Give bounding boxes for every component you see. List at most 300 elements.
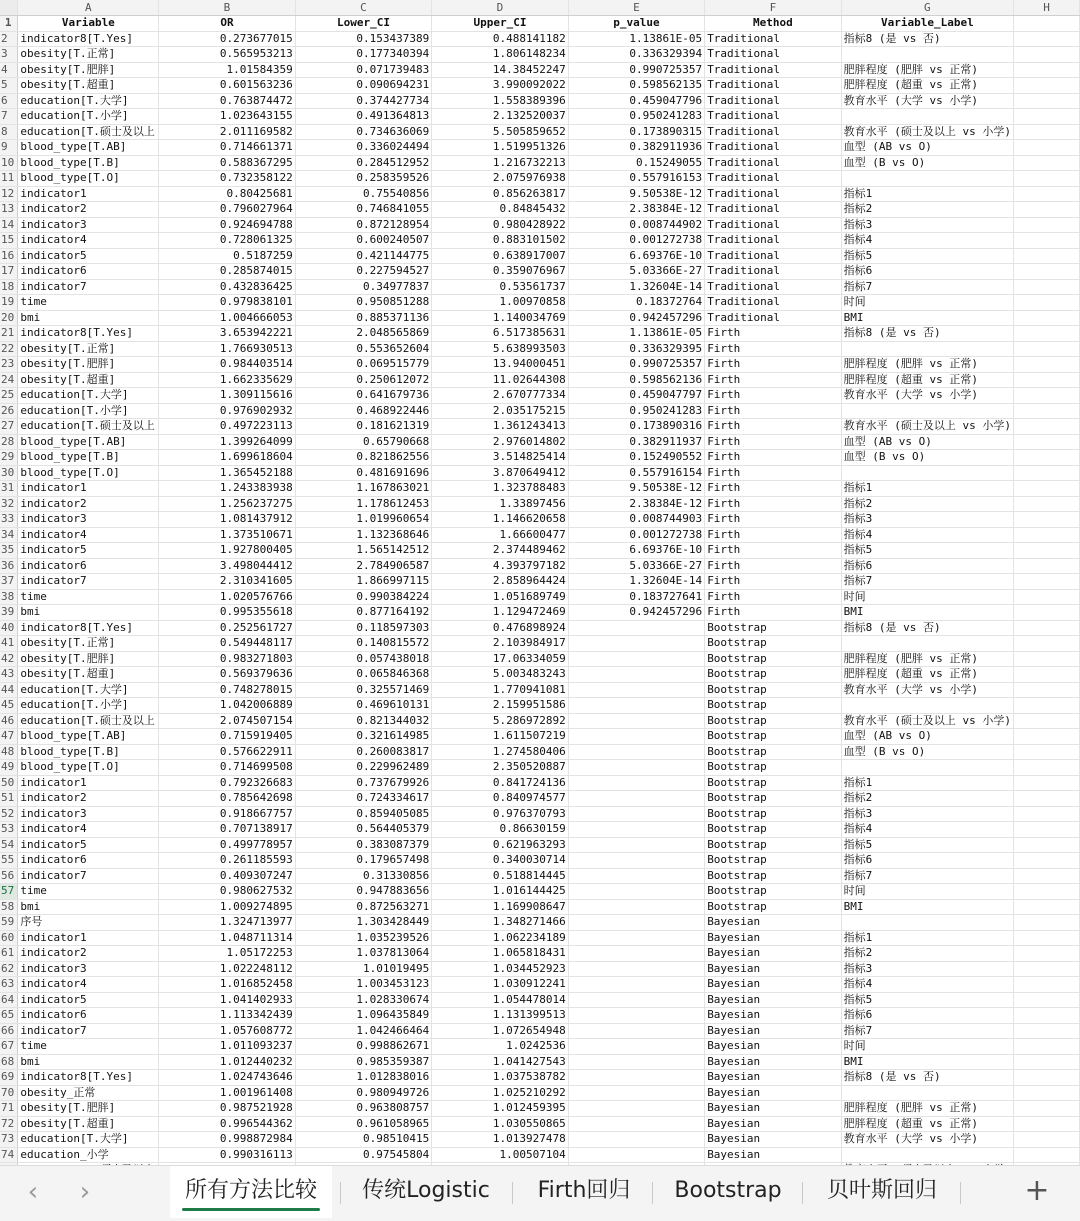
cell[interactable]: 指标4 bbox=[841, 822, 1013, 838]
cell[interactable]: 0.641679736 bbox=[295, 388, 431, 404]
cell[interactable]: indicator2 bbox=[18, 791, 159, 807]
cell[interactable]: 0.173890316 bbox=[568, 419, 704, 435]
cell[interactable]: indicator1 bbox=[18, 481, 159, 497]
cell[interactable]: 1.611507219 bbox=[432, 729, 568, 745]
cell[interactable] bbox=[1014, 248, 1080, 264]
row-number[interactable]: 35 bbox=[0, 543, 18, 559]
cell[interactable]: indicator5 bbox=[18, 248, 159, 264]
cell[interactable]: Traditional bbox=[705, 155, 841, 171]
cell[interactable] bbox=[1014, 93, 1080, 109]
cell[interactable]: indicator8[T.Yes] bbox=[18, 326, 159, 342]
cell[interactable]: 血型 (B vs O) bbox=[841, 450, 1013, 466]
cell[interactable] bbox=[1014, 202, 1080, 218]
cell[interactable]: 指标3 bbox=[841, 217, 1013, 233]
cell[interactable]: 0.576622911 bbox=[159, 744, 295, 760]
cell[interactable]: 3.990092022 bbox=[432, 78, 568, 94]
cell[interactable]: 2.035175215 bbox=[432, 403, 568, 419]
cell[interactable] bbox=[1014, 341, 1080, 357]
cell[interactable] bbox=[568, 868, 704, 884]
cell[interactable]: 0.98510415 bbox=[295, 1132, 431, 1148]
cell[interactable]: 5.03366E-27 bbox=[568, 264, 704, 280]
cell[interactable]: 0.983271803 bbox=[159, 651, 295, 667]
cell[interactable]: 0.336329395 bbox=[568, 341, 704, 357]
cell[interactable]: obesity[T.肥胖] bbox=[18, 651, 159, 667]
cell[interactable]: 0.841724136 bbox=[432, 775, 568, 791]
cell[interactable]: obesity_正常 bbox=[18, 1085, 159, 1101]
cell[interactable]: 1.065818431 bbox=[432, 946, 568, 962]
cell[interactable] bbox=[568, 620, 704, 636]
cell[interactable]: 0.177340394 bbox=[295, 47, 431, 63]
cell[interactable] bbox=[568, 977, 704, 993]
cell[interactable]: 2.159951586 bbox=[432, 698, 568, 714]
row-number[interactable]: 46 bbox=[0, 713, 18, 729]
cell[interactable]: Bootstrap bbox=[705, 729, 841, 745]
cell[interactable]: 1.66600477 bbox=[432, 527, 568, 543]
row-number[interactable]: 1 bbox=[0, 16, 18, 32]
cell[interactable] bbox=[841, 465, 1013, 481]
cell[interactable]: 0.75540856 bbox=[295, 186, 431, 202]
cell[interactable] bbox=[568, 729, 704, 745]
cell[interactable] bbox=[568, 992, 704, 1008]
cell[interactable]: 0.153437389 bbox=[295, 31, 431, 47]
cell[interactable]: Traditional bbox=[705, 78, 841, 94]
cell[interactable]: 血型 (B vs O) bbox=[841, 744, 1013, 760]
cell[interactable]: Method bbox=[705, 16, 841, 32]
cell[interactable]: 1.243383938 bbox=[159, 481, 295, 497]
cell[interactable]: 0.152490552 bbox=[568, 450, 704, 466]
cell[interactable]: BMI bbox=[841, 1054, 1013, 1070]
prev-sheet-arrow-icon[interactable]: ‹ bbox=[27, 1177, 39, 1207]
cell[interactable]: 0.321614985 bbox=[295, 729, 431, 745]
cell[interactable]: 0.336329394 bbox=[568, 47, 704, 63]
cell[interactable] bbox=[1014, 667, 1080, 683]
cell[interactable]: 0.84845432 bbox=[432, 202, 568, 218]
row-number[interactable]: 31 bbox=[0, 481, 18, 497]
cell[interactable]: Bootstrap bbox=[705, 682, 841, 698]
cell[interactable]: 0.325571469 bbox=[295, 682, 431, 698]
cell[interactable]: 2.310341605 bbox=[159, 574, 295, 590]
row-number[interactable]: 26 bbox=[0, 403, 18, 419]
cell[interactable]: 指标3 bbox=[841, 961, 1013, 977]
cell[interactable] bbox=[1014, 605, 1080, 621]
cell[interactable]: Bayesian bbox=[705, 1085, 841, 1101]
cell[interactable]: 1.030550865 bbox=[432, 1116, 568, 1132]
cell[interactable]: 2.048565869 bbox=[295, 326, 431, 342]
cell[interactable] bbox=[568, 946, 704, 962]
cell[interactable]: 0.621963293 bbox=[432, 837, 568, 853]
row-number[interactable]: 2 bbox=[0, 31, 18, 47]
cell[interactable] bbox=[568, 806, 704, 822]
cell[interactable]: 1.361243413 bbox=[432, 419, 568, 435]
cell[interactable] bbox=[568, 651, 704, 667]
cell[interactable]: bmi bbox=[18, 899, 159, 915]
cell[interactable] bbox=[841, 636, 1013, 652]
cell[interactable]: 1.012838016 bbox=[295, 1070, 431, 1086]
cell[interactable]: Traditional bbox=[705, 47, 841, 63]
row-number[interactable]: 32 bbox=[0, 496, 18, 512]
cell[interactable] bbox=[568, 791, 704, 807]
row-number[interactable]: 8 bbox=[0, 124, 18, 140]
cell[interactable] bbox=[1014, 822, 1080, 838]
cell[interactable]: 0.728061325 bbox=[159, 233, 295, 249]
cell[interactable]: 1.131399513 bbox=[432, 1008, 568, 1024]
cell[interactable]: indicator4 bbox=[18, 527, 159, 543]
row-number[interactable]: 54 bbox=[0, 837, 18, 853]
cell[interactable]: 时间 bbox=[841, 589, 1013, 605]
cell[interactable]: OR bbox=[159, 16, 295, 32]
cell[interactable]: 1.256237275 bbox=[159, 496, 295, 512]
cell[interactable]: indicator7 bbox=[18, 868, 159, 884]
cell[interactable]: 17.06334059 bbox=[432, 651, 568, 667]
cell[interactable] bbox=[568, 853, 704, 869]
cell[interactable]: Bootstrap bbox=[705, 620, 841, 636]
cell[interactable]: 指标3 bbox=[841, 512, 1013, 528]
cell[interactable]: 0.998862671 bbox=[295, 1039, 431, 1055]
cell[interactable]: indicator3 bbox=[18, 806, 159, 822]
cell[interactable] bbox=[1014, 868, 1080, 884]
cell[interactable]: 1.016144425 bbox=[432, 884, 568, 900]
cell[interactable]: 0.382911936 bbox=[568, 140, 704, 156]
cell[interactable]: Bootstrap bbox=[705, 667, 841, 683]
cell[interactable] bbox=[568, 899, 704, 915]
column-header-b[interactable]: B bbox=[159, 0, 295, 16]
cell[interactable]: indicator5 bbox=[18, 992, 159, 1008]
row-number[interactable]: 12 bbox=[0, 186, 18, 202]
cell[interactable]: 1.035239526 bbox=[295, 930, 431, 946]
cell[interactable] bbox=[1014, 884, 1080, 900]
cell[interactable]: 1.041402933 bbox=[159, 992, 295, 1008]
cell[interactable]: 0.785642698 bbox=[159, 791, 295, 807]
cell[interactable]: 1.699618604 bbox=[159, 450, 295, 466]
cell[interactable]: 1.167863021 bbox=[295, 481, 431, 497]
row-number[interactable]: 22 bbox=[0, 341, 18, 357]
row-number[interactable]: 42 bbox=[0, 651, 18, 667]
cell[interactable] bbox=[1014, 760, 1080, 776]
cell[interactable] bbox=[1014, 140, 1080, 156]
row-number[interactable]: 39 bbox=[0, 605, 18, 621]
cell[interactable] bbox=[568, 915, 704, 931]
cell[interactable]: Traditional bbox=[705, 109, 841, 125]
tab-all-methods[interactable] bbox=[170, 1166, 332, 1218]
cell[interactable]: 肥胖程度 (肥胖 vs 正常) bbox=[841, 62, 1013, 78]
cell[interactable] bbox=[1014, 837, 1080, 853]
cell[interactable]: 1.519951326 bbox=[432, 140, 568, 156]
cell[interactable]: 指标7 bbox=[841, 574, 1013, 590]
cell[interactable] bbox=[568, 1008, 704, 1024]
cell[interactable]: 0.008744903 bbox=[568, 512, 704, 528]
cell[interactable]: 1.023643155 bbox=[159, 109, 295, 125]
cell[interactable]: 3.498044412 bbox=[159, 558, 295, 574]
cell[interactable]: 0.976370793 bbox=[432, 806, 568, 822]
cell[interactable] bbox=[1014, 930, 1080, 946]
cell[interactable]: Firth bbox=[705, 589, 841, 605]
cell[interactable] bbox=[1014, 853, 1080, 869]
cell[interactable]: Bayesian bbox=[705, 915, 841, 931]
cell[interactable]: obesity[T.超重] bbox=[18, 1116, 159, 1132]
cell[interactable]: 1.051689749 bbox=[432, 589, 568, 605]
cell[interactable]: 6.69376E-10 bbox=[568, 543, 704, 559]
cell[interactable] bbox=[568, 822, 704, 838]
cell[interactable]: 5.03366E-27 bbox=[568, 558, 704, 574]
cell[interactable]: 教育水平 (大学 vs 小学) bbox=[841, 93, 1013, 109]
cell[interactable]: 0.840974577 bbox=[432, 791, 568, 807]
cell[interactable]: 0.856263817 bbox=[432, 186, 568, 202]
cell[interactable]: 指标5 bbox=[841, 992, 1013, 1008]
cell[interactable]: 1.057608772 bbox=[159, 1023, 295, 1039]
cell[interactable]: 1.062234189 bbox=[432, 930, 568, 946]
row-number[interactable]: 29 bbox=[0, 450, 18, 466]
cell[interactable]: 2.38384E-12 bbox=[568, 202, 704, 218]
cell[interactable] bbox=[1014, 434, 1080, 450]
cell[interactable]: 指标1 bbox=[841, 186, 1013, 202]
cell[interactable]: 指标2 bbox=[841, 791, 1013, 807]
cell[interactable]: Traditional bbox=[705, 140, 841, 156]
cell[interactable]: education[T.大学] bbox=[18, 93, 159, 109]
cell[interactable] bbox=[1014, 1008, 1080, 1024]
cell[interactable]: 0.600240507 bbox=[295, 233, 431, 249]
row-number[interactable]: 17 bbox=[0, 264, 18, 280]
cell[interactable] bbox=[1014, 109, 1080, 125]
cell[interactable]: 0.488141182 bbox=[432, 31, 568, 47]
cell[interactable]: 0.990316113 bbox=[159, 1147, 295, 1163]
cell[interactable]: 指标1 bbox=[841, 481, 1013, 497]
cell[interactable]: Bootstrap bbox=[705, 775, 841, 791]
cell[interactable]: 1.558389396 bbox=[432, 93, 568, 109]
cell[interactable]: Bootstrap bbox=[705, 884, 841, 900]
cell[interactable]: Bootstrap bbox=[705, 651, 841, 667]
cell[interactable]: Firth bbox=[705, 496, 841, 512]
cell[interactable]: 0.883101502 bbox=[432, 233, 568, 249]
cell[interactable]: 0.173890315 bbox=[568, 124, 704, 140]
cell[interactable]: education[T.硕士及以上 bbox=[18, 419, 159, 435]
cell[interactable]: 2.350520887 bbox=[432, 760, 568, 776]
cell[interactable] bbox=[1014, 47, 1080, 63]
cell[interactable]: 1.012459395 bbox=[432, 1101, 568, 1117]
cell[interactable]: 教育水平 (硕士及以上 vs 小学) bbox=[841, 419, 1013, 435]
cell[interactable]: Bootstrap bbox=[705, 636, 841, 652]
cell[interactable]: 0.984403514 bbox=[159, 357, 295, 373]
cell[interactable]: 6.517385631 bbox=[432, 326, 568, 342]
cell[interactable]: 1.030912241 bbox=[432, 977, 568, 993]
cell[interactable]: 1.373510671 bbox=[159, 527, 295, 543]
row-number[interactable]: 3 bbox=[0, 47, 18, 63]
cell[interactable] bbox=[1014, 1085, 1080, 1101]
cell[interactable]: Firth bbox=[705, 341, 841, 357]
cell[interactable]: 0.980428922 bbox=[432, 217, 568, 233]
cell[interactable]: indicator7 bbox=[18, 574, 159, 590]
cell[interactable]: Bootstrap bbox=[705, 791, 841, 807]
cell[interactable]: 0.86630159 bbox=[432, 822, 568, 838]
cell[interactable] bbox=[568, 713, 704, 729]
cell[interactable]: 0.481691696 bbox=[295, 465, 431, 481]
cell[interactable] bbox=[1014, 1054, 1080, 1070]
cell[interactable]: 指标6 bbox=[841, 1008, 1013, 1024]
cell[interactable]: 1.025210292 bbox=[432, 1085, 568, 1101]
cell[interactable]: Firth bbox=[705, 326, 841, 342]
cell[interactable]: indicator3 bbox=[18, 512, 159, 528]
cell[interactable]: 0.008744902 bbox=[568, 217, 704, 233]
cell[interactable]: Firth bbox=[705, 403, 841, 419]
cell[interactable]: Bootstrap bbox=[705, 822, 841, 838]
cell[interactable]: 2.132520037 bbox=[432, 109, 568, 125]
row-number[interactable]: 21 bbox=[0, 326, 18, 342]
cell[interactable] bbox=[841, 341, 1013, 357]
cell[interactable]: 1.034452923 bbox=[432, 961, 568, 977]
tab-firth[interactable] bbox=[522, 1166, 646, 1218]
cell[interactable]: 0.179657498 bbox=[295, 853, 431, 869]
cell[interactable]: 3.653942221 bbox=[159, 326, 295, 342]
row-number[interactable]: 37 bbox=[0, 574, 18, 590]
cell[interactable] bbox=[1014, 512, 1080, 528]
cell[interactable]: Firth bbox=[705, 605, 841, 621]
cell[interactable]: Firth bbox=[705, 543, 841, 559]
cell[interactable]: 0.976902932 bbox=[159, 403, 295, 419]
row-number[interactable]: 18 bbox=[0, 279, 18, 295]
cell[interactable]: education[T.大学] bbox=[18, 1132, 159, 1148]
cell[interactable]: obesity[T.超重] bbox=[18, 78, 159, 94]
cell[interactable]: 2.976014802 bbox=[432, 434, 568, 450]
cell[interactable]: 0.459047797 bbox=[568, 388, 704, 404]
cell[interactable]: 1.004666053 bbox=[159, 310, 295, 326]
cell[interactable] bbox=[1014, 915, 1080, 931]
row-number[interactable]: 67 bbox=[0, 1039, 18, 1055]
cell[interactable]: indicator7 bbox=[18, 1023, 159, 1039]
row-number[interactable]: 13 bbox=[0, 202, 18, 218]
cell[interactable] bbox=[841, 698, 1013, 714]
cell[interactable]: BMI bbox=[841, 605, 1013, 621]
cell[interactable]: 指标3 bbox=[841, 806, 1013, 822]
cell[interactable]: indicator2 bbox=[18, 946, 159, 962]
row-number[interactable]: 41 bbox=[0, 636, 18, 652]
row-number[interactable]: 25 bbox=[0, 388, 18, 404]
cell[interactable]: Traditional bbox=[705, 264, 841, 280]
cell[interactable]: 0.31330856 bbox=[295, 868, 431, 884]
cell[interactable]: 指标2 bbox=[841, 202, 1013, 218]
cell[interactable]: 1.303428449 bbox=[295, 915, 431, 931]
row-number[interactable]: 45 bbox=[0, 698, 18, 714]
cell[interactable]: 指标1 bbox=[841, 775, 1013, 791]
cell[interactable] bbox=[841, 403, 1013, 419]
cell[interactable]: 指标7 bbox=[841, 279, 1013, 295]
cell[interactable]: 0.34977837 bbox=[295, 279, 431, 295]
cell[interactable]: 指标2 bbox=[841, 946, 1013, 962]
cell[interactable]: 9.50538E-12 bbox=[568, 481, 704, 497]
cell[interactable]: 1.806148234 bbox=[432, 47, 568, 63]
row-number[interactable]: 9 bbox=[0, 140, 18, 156]
cell[interactable] bbox=[841, 47, 1013, 63]
row-number[interactable]: 70 bbox=[0, 1085, 18, 1101]
cell[interactable]: 教育水平 (大学 vs 小学) bbox=[841, 388, 1013, 404]
cell[interactable]: Traditional bbox=[705, 279, 841, 295]
cell[interactable]: indicator2 bbox=[18, 496, 159, 512]
cell[interactable]: Traditional bbox=[705, 93, 841, 109]
cell[interactable]: bmi bbox=[18, 310, 159, 326]
cell[interactable]: time bbox=[18, 1039, 159, 1055]
cell[interactable]: 1.037813064 bbox=[295, 946, 431, 962]
cell[interactable]: 5.638993503 bbox=[432, 341, 568, 357]
cell[interactable] bbox=[568, 667, 704, 683]
cell[interactable]: 肥胖程度 (肥胖 vs 正常) bbox=[841, 357, 1013, 373]
cell[interactable]: Upper_CI bbox=[432, 16, 568, 32]
cell[interactable] bbox=[568, 760, 704, 776]
cell[interactable]: Traditional bbox=[705, 124, 841, 140]
cell[interactable]: 0.990384224 bbox=[295, 589, 431, 605]
cell[interactable]: 1.365452188 bbox=[159, 465, 295, 481]
cell[interactable]: education[T.硕士及以上 bbox=[18, 713, 159, 729]
cell[interactable]: 1.041427543 bbox=[432, 1054, 568, 1070]
cell[interactable]: 0.990725357 bbox=[568, 62, 704, 78]
cell[interactable]: 0.069515779 bbox=[295, 357, 431, 373]
cell[interactable]: 6.69376E-10 bbox=[568, 248, 704, 264]
cell[interactable]: 1.028330674 bbox=[295, 992, 431, 1008]
cell[interactable]: 1.146620658 bbox=[432, 512, 568, 528]
cell[interactable]: 11.02644308 bbox=[432, 372, 568, 388]
row-number[interactable]: 52 bbox=[0, 806, 18, 822]
cell[interactable]: BMI bbox=[841, 310, 1013, 326]
cell[interactable]: 1.113342439 bbox=[159, 1008, 295, 1024]
cell[interactable]: 1.054478014 bbox=[432, 992, 568, 1008]
cell[interactable]: 指标8 (是 vs 否) bbox=[841, 31, 1013, 47]
cell[interactable] bbox=[1014, 698, 1080, 714]
cell[interactable]: Bayesian bbox=[705, 946, 841, 962]
cell[interactable]: 1.169908647 bbox=[432, 899, 568, 915]
column-header-c[interactable]: C bbox=[295, 0, 431, 16]
cell[interactable]: 1.096435849 bbox=[295, 1008, 431, 1024]
cell[interactable]: Bootstrap bbox=[705, 760, 841, 776]
cell[interactable] bbox=[1014, 946, 1080, 962]
cell[interactable]: 0.950851288 bbox=[295, 295, 431, 311]
cell[interactable]: Traditional bbox=[705, 295, 841, 311]
cell[interactable]: Traditional bbox=[705, 186, 841, 202]
next-sheet-arrow-icon[interactable]: › bbox=[79, 1177, 91, 1207]
cell[interactable]: 0.497223113 bbox=[159, 419, 295, 435]
cell[interactable] bbox=[568, 884, 704, 900]
column-header-a[interactable]: A bbox=[18, 0, 159, 16]
cell[interactable]: indicator4 bbox=[18, 822, 159, 838]
cell[interactable] bbox=[1014, 264, 1080, 280]
cell[interactable]: Bayesian bbox=[705, 1054, 841, 1070]
tab-bayesian[interactable] bbox=[812, 1166, 952, 1218]
cell[interactable]: BMI bbox=[841, 899, 1013, 915]
cell[interactable] bbox=[1014, 651, 1080, 667]
row-number[interactable]: 11 bbox=[0, 171, 18, 187]
cell[interactable]: obesity[T.正常] bbox=[18, 47, 159, 63]
cell[interactable]: 0.382911937 bbox=[568, 434, 704, 450]
cell[interactable]: 1.32604E-14 bbox=[568, 574, 704, 590]
row-number[interactable]: 74 bbox=[0, 1147, 18, 1163]
cell[interactable]: Bayesian bbox=[705, 930, 841, 946]
row-number[interactable]: 62 bbox=[0, 961, 18, 977]
row-number[interactable]: 59 bbox=[0, 915, 18, 931]
cell[interactable] bbox=[1014, 217, 1080, 233]
cell[interactable]: indicator6 bbox=[18, 853, 159, 869]
cell[interactable] bbox=[1014, 124, 1080, 140]
cell[interactable]: obesity[T.肥胖] bbox=[18, 357, 159, 373]
cell[interactable]: 0.998872984 bbox=[159, 1132, 295, 1148]
cell[interactable]: 0.057438018 bbox=[295, 651, 431, 667]
cell[interactable]: 0.588367295 bbox=[159, 155, 295, 171]
cell[interactable]: 0.746841055 bbox=[295, 202, 431, 218]
cell[interactable]: 0.947883656 bbox=[295, 884, 431, 900]
column-header-d[interactable]: D bbox=[432, 0, 568, 16]
cell[interactable]: 指标5 bbox=[841, 248, 1013, 264]
cell[interactable]: 1.001961408 bbox=[159, 1085, 295, 1101]
cell[interactable]: Traditional bbox=[705, 233, 841, 249]
cell[interactable]: 3.514825414 bbox=[432, 450, 568, 466]
row-number[interactable]: 51 bbox=[0, 791, 18, 807]
cell[interactable]: 0.979838101 bbox=[159, 295, 295, 311]
cell[interactable]: 1.0242536 bbox=[432, 1039, 568, 1055]
